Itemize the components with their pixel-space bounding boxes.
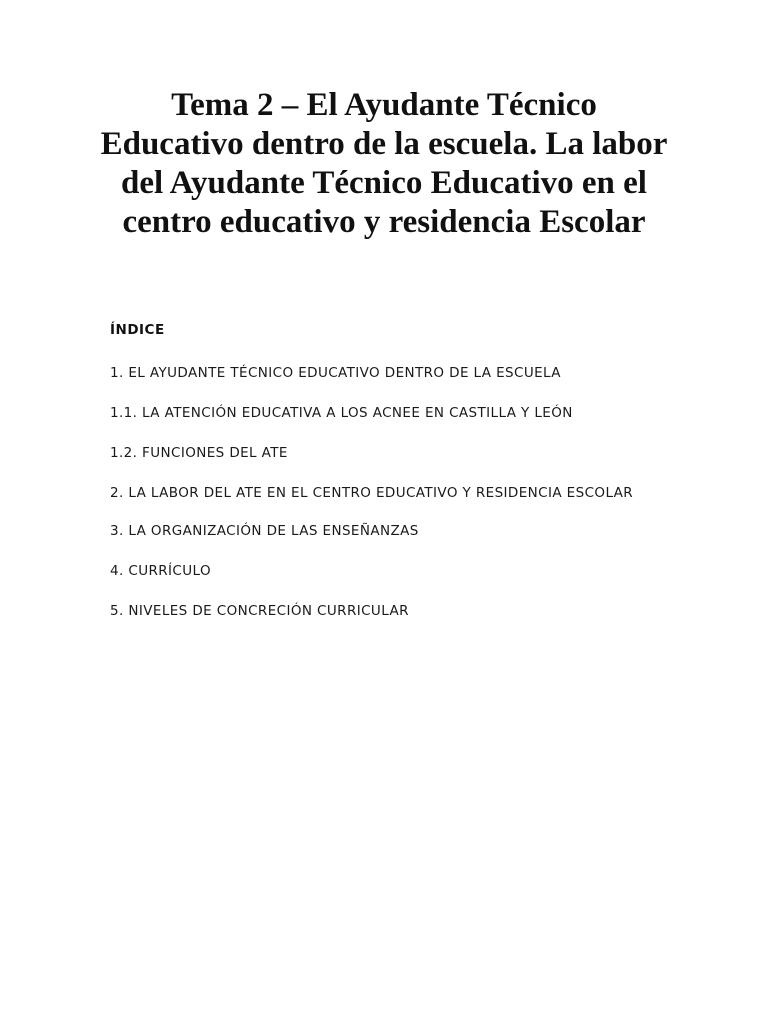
- toc-item: 1.2. FUNCIONES DEL ATE: [110, 445, 288, 461]
- document-title: Tema 2 – El Ayudante Técnico Educativo dentro de la escuela. La labor del Ayudante Técnico Educativo en el centro educativo y residencia Escolar: [100, 87, 668, 240]
- table-of-contents: [110, 360, 657, 638]
- toc-item: 1.1. LA ATENCIÓN EDUCATIVA A LOS ACNEE EN CASTILLA Y LEÓN: [110, 405, 573, 421]
- toc-item: 4. CURRÍCULO: [110, 563, 211, 579]
- toc-item: 2. LA LABOR DEL ATE EN EL CENTRO EDUCATIVO Y RESIDENCIA ESCOLAR: [110, 485, 634, 501]
- index-heading: ÍNDICE: [110, 322, 165, 338]
- toc-item: 5. NIVELES DE CONCRECIÓN CURRICULAR: [110, 603, 409, 619]
- toc-item: 1. EL AYUDANTE TÉCNICO EDUCATIVO DENTRO DE LA ESCUELA: [110, 365, 561, 381]
- toc-item: 3. LA ORGANIZACIÓN DE LAS ENSEÑANZAS: [110, 523, 419, 539]
